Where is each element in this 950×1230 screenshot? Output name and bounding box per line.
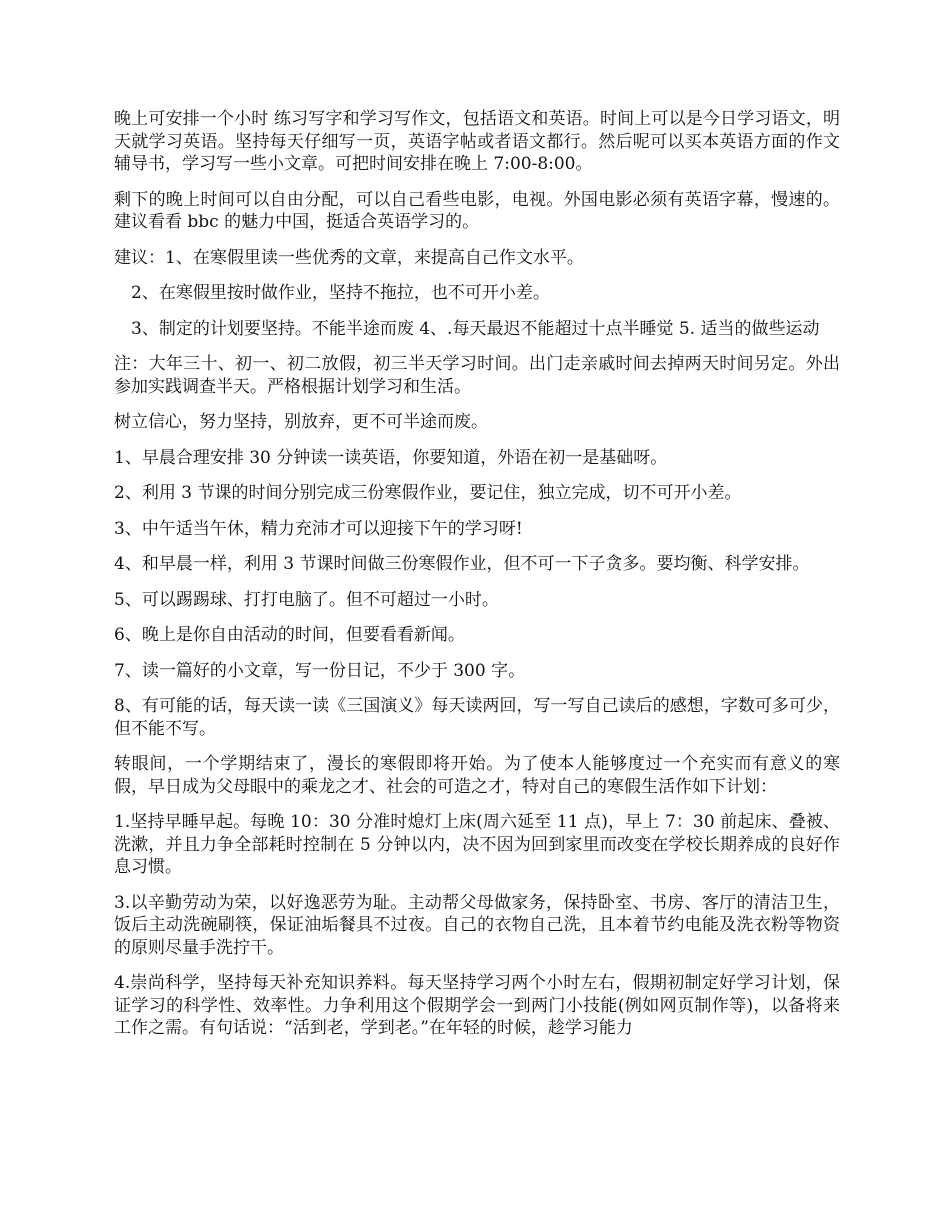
list-item: 1、早晨合理安排 30 分钟读一读英语，你要知道，外语在初一是基础呀。 (114, 447, 668, 468)
list-item: 5、可以踢踢球、打打电脑了。但不可超过一小时。 (114, 589, 499, 610)
paragraph: 转眼间，一个学期结束了，漫长的寒假即将开始。为了使本人能够度过一个充实而有意义的寒假，早日成为父母眼中的乘龙之才、社会的可造之才，特对自己的寒假生活作如下计划： (114, 754, 840, 797)
list-item: 8、有可能的话，每天读一读《三国演义》每天读两回，写一写自己读后的感想，字数可多可少，但不能不写。 (114, 696, 840, 739)
list-item: 2、利用 3 节课的时间分别完成三份寒假作业，要记住，独立完成，切不可开小差。 (114, 483, 742, 503)
list-item: 3、中午适当午休，精力充沛才可以迎接下午的学习呀! (114, 518, 523, 539)
document-body (114, 108, 840, 1053)
list-item: 6、晚上是你自由活动的时间，但要看看新闻。 (114, 625, 465, 645)
list-item: 7、读一篇好的小文章，写一份日记，不少于 300 字。 (114, 660, 526, 681)
paragraph: 注：大年三十、初一、初二放假，初三半天学习时间。出门走亲戚时间去掉两天时间另定。外出参加实践调查半天。严格根据计划学习和生活。 (114, 354, 840, 397)
paragraph: 1.坚持早睡早起。每晚 10：30 分准时熄灯上床(周六延至 11 点)，早上 7：30 前起床、叠被、洗漱，并且力争全部耗时控制在 5 分钟以内，决不因为回到家里而改变在学校长期养成的良好作息习惯。 (114, 812, 840, 877)
paragraph: 剩下的晚上时间可以自由分配，可以自己看些电影，电视。外国电影必须有英语字幕，慢速的。建议看看 bbc 的魅力中国，挺适合英语学习的。 (114, 189, 840, 232)
list-item: 4、和早晨一样，利用 3 节课时间做三份寒假作业，但不可一下子贪多。要均衡、科学安排。 (114, 554, 810, 574)
paragraph: 建议：1、在寒假里读一些优秀的文章，来提高自己作文水平。 (114, 247, 584, 268)
paragraph: 4.崇尚科学，坚持每天补充知识养料。每天坚持学习两个小时左右，假期初制定好学习计划，保证学习的科学性、效率性。力争利用这个假期学会一到两门小技能(例如网页制作等)，以备将来工作之需。有句话说：“活到老，学到老。”在年轻的时候，趁学习能力 (114, 973, 840, 1038)
paragraph: 3、制定的计划要坚持。不能半途而废 4、.每天最迟不能超过十点半睡觉 5. 适当的做些运动 (131, 318, 820, 339)
paragraph: 树立信心，努力坚持，别放弃，更不可半途而废。 (114, 412, 488, 432)
paragraph: 3.以辛勤劳动为荣，以好逸恶劳为耻。主动帮父母做家务，保持卧室、书房、客厅的清洁卫生，饭后主动洗碗刷筷，保证油垢餐具不过夜。自己的衣物自己洗，且本着节约电能及洗衣粉等物资的原则尽量手洗拧干。 (114, 892, 840, 958)
paragraph: 2、在寒假里按时做作业，坚持不拖拉，也不可开小差。 (131, 283, 550, 303)
paragraph: 晚上可安排一个小时 练习写字和学习写作文，包括语文和英语。时间上可以是今日学习语文，明天就学习英语。坚持每天仔细写一页，英语字帖或者语文都行。然后呢可以买本英语方面的作文辅导书，学习写一些小文章。可把时间安排在晚上 7:00-8:00。 (114, 109, 840, 174)
